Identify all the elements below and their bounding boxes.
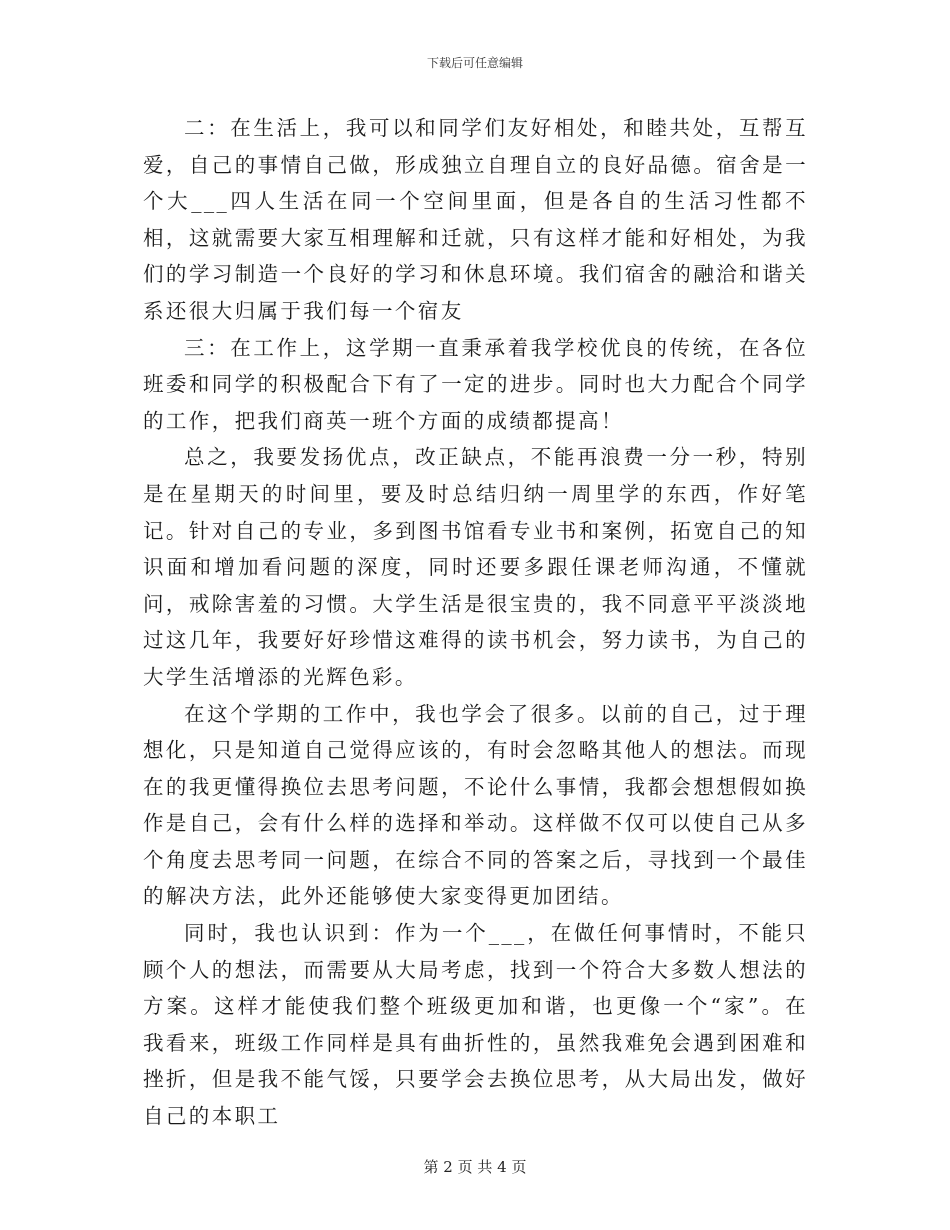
- paragraph-awareness: 同时，我也认识到：作为一个___，在做任何事情时，不能只顾个人的想法，而需要从大局考虑，找到一个符合大多数人想法的方案。这样才能使我们整个班级更加和谐，也更像一个“家”。在我看来，班级工作同样是具有曲折性的，虽然我难免会遇到困难和挫折，但是我不能气馁，只要学会去换位思考，从大局出发，做好自己的本职工: [143, 921, 808, 1129]
- document-body: [143, 110, 808, 1135]
- paragraph-work: 三：在工作上，这学期一直秉承着我学校优良的传统，在各位班委和同学的积极配合下有了一定的进步。同时也大力配合个同学的工作，把我们商英一班个方面的成绩都提高！: [143, 335, 808, 433]
- page-header: 下载后可任意编辑: [426, 56, 523, 70]
- paragraph-learning: 在这个学期的工作中，我也学会了很多。以前的自己，过于理想化，只是知道自己觉得应该的，有时会忽略其他人的想法。而现在的我更懂得换位去思考问题，不论什么事情，我都会想想假如换作是自己，会有什么样的选择和举动。这样做不仅可以使自己从多个角度去思考同一问题，在综合不同的答案之后，寻找到一个最佳的解决方法，此外还能够使大家变得更加团结。: [143, 701, 808, 909]
- page-number: 第 2 页 共 4 页: [423, 1158, 527, 1176]
- paragraph-summary: 总之，我要发扬优点，改正缺点，不能再浪费一分一秒，特别是在星期天的时间里，要及时总结归纳一周里学的东西，作好笔记。针对自己的专业，多到图书馆看专业书和案例，拓宽自己的知识面和增加看问题的深度，同时还要多跟任课老师沟通，不懂就问，戒除害羞的习惯。大学生活是很宝贵的，我不同意平平淡淡地过这几年，我要好好珍惜这难得的读书机会，努力读书，为自己的大学生活增添的光辉色彩。: [143, 445, 808, 689]
- paragraph-life: 二：在生活上，我可以和同学们友好相处，和睦共处，互帮互爱，自己的事情自己做，形成独立自理自立的良好品德。宿舍是一个大___四人生活在同一个空间里面，但是各自的生活习性都不相，这就需要大家互相理解和迁就，只有这样才能和好相处，为我们的学习制造一个良好的学习和休息环境。我们宿舍的融洽和谐关系还很大归属于我们每一个宿友: [143, 116, 808, 323]
